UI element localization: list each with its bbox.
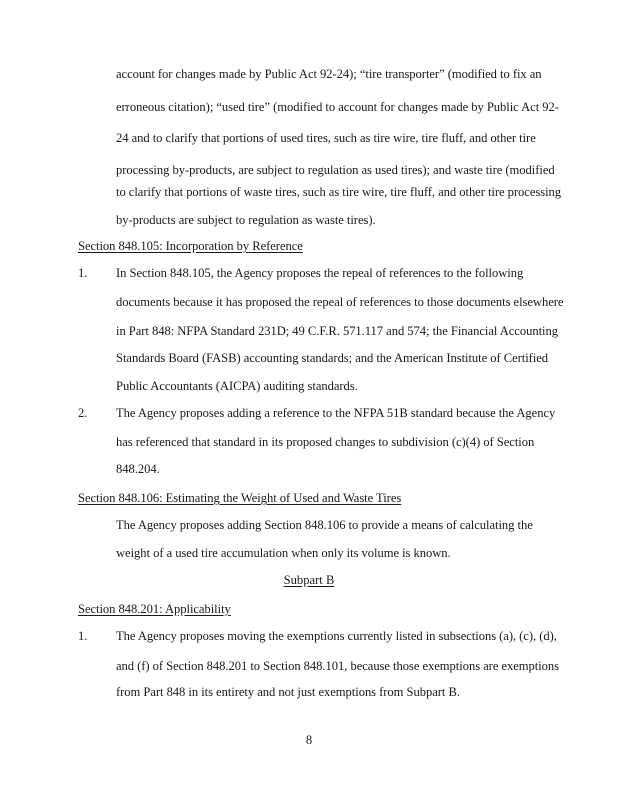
text-line: and (f) of Section 848.201 to Section 848.101, because those exemptions are exemptions — [116, 659, 560, 673]
text-line: in Part 848: NFPA Standard 231D; 49 C.F.R. 571.117 and 574; the Financial Accounting — [116, 324, 558, 338]
text-line: The Agency proposes adding a reference to the NFPA 51B standard because the Agency — [116, 406, 556, 420]
section-heading-848-105: Section 848.105: Incorporation by Reference — [78, 239, 303, 253]
text-line: has referenced that standard in its proposed changes to subdivision (c)(4) of Section — [116, 435, 535, 449]
list-number: 2. — [78, 406, 88, 420]
text-line: from Part 848 in its entirety and not just exemptions from Subpart B. — [116, 685, 460, 699]
text-line: erroneous citation); “used tire” (modified to account for changes made by Public Act 92- — [116, 100, 559, 114]
text-line: Standards Board (FASB) accounting standards; and the American Institute of Certified — [116, 351, 549, 365]
page-number: 8 — [305, 733, 313, 747]
text-line: The Agency proposes moving the exemptions currently listed in subsections (a), (c), (d), — [116, 629, 557, 643]
subpart-heading: Subpart B — [283, 573, 335, 587]
text-line: 848.204. — [116, 462, 160, 476]
text-line: 24 and to clarify that portions of used tires, such as tire wire, tire fluff, and other tire — [116, 131, 536, 145]
list-number: 1. — [78, 629, 88, 643]
section-heading-848-106: Section 848.106: Estimating the Weight of Used and Waste Tires — [78, 491, 402, 505]
text-line: The Agency proposes adding Section 848.106 to provide a means of calculating the — [116, 518, 533, 532]
list-number: 1. — [78, 266, 88, 280]
text-line: documents because it has proposed the repeal of references to those documents elsewhere — [116, 295, 564, 309]
text-line: Public Accountants (AICPA) auditing standards. — [116, 379, 358, 393]
section-heading-848-201: Section 848.201: Applicability — [78, 602, 231, 616]
text-line: In Section 848.105, the Agency proposes the repeal of references to the following — [116, 266, 524, 280]
text-line: account for changes made by Public Act 92-24); “tire transporter” (modified to fix an — [116, 67, 542, 81]
text-line: processing by-products, are subject to regulation as used tires); and waste tire (modified — [116, 163, 555, 177]
text-line: to clarify that portions of waste tires, such as tire wire, tire fluff, and other tire processing — [116, 185, 562, 199]
text-line: by-products are subject to regulation as waste tires). — [116, 213, 376, 227]
text-line: weight of a used tire accumulation when only its volume is known. — [116, 546, 451, 560]
